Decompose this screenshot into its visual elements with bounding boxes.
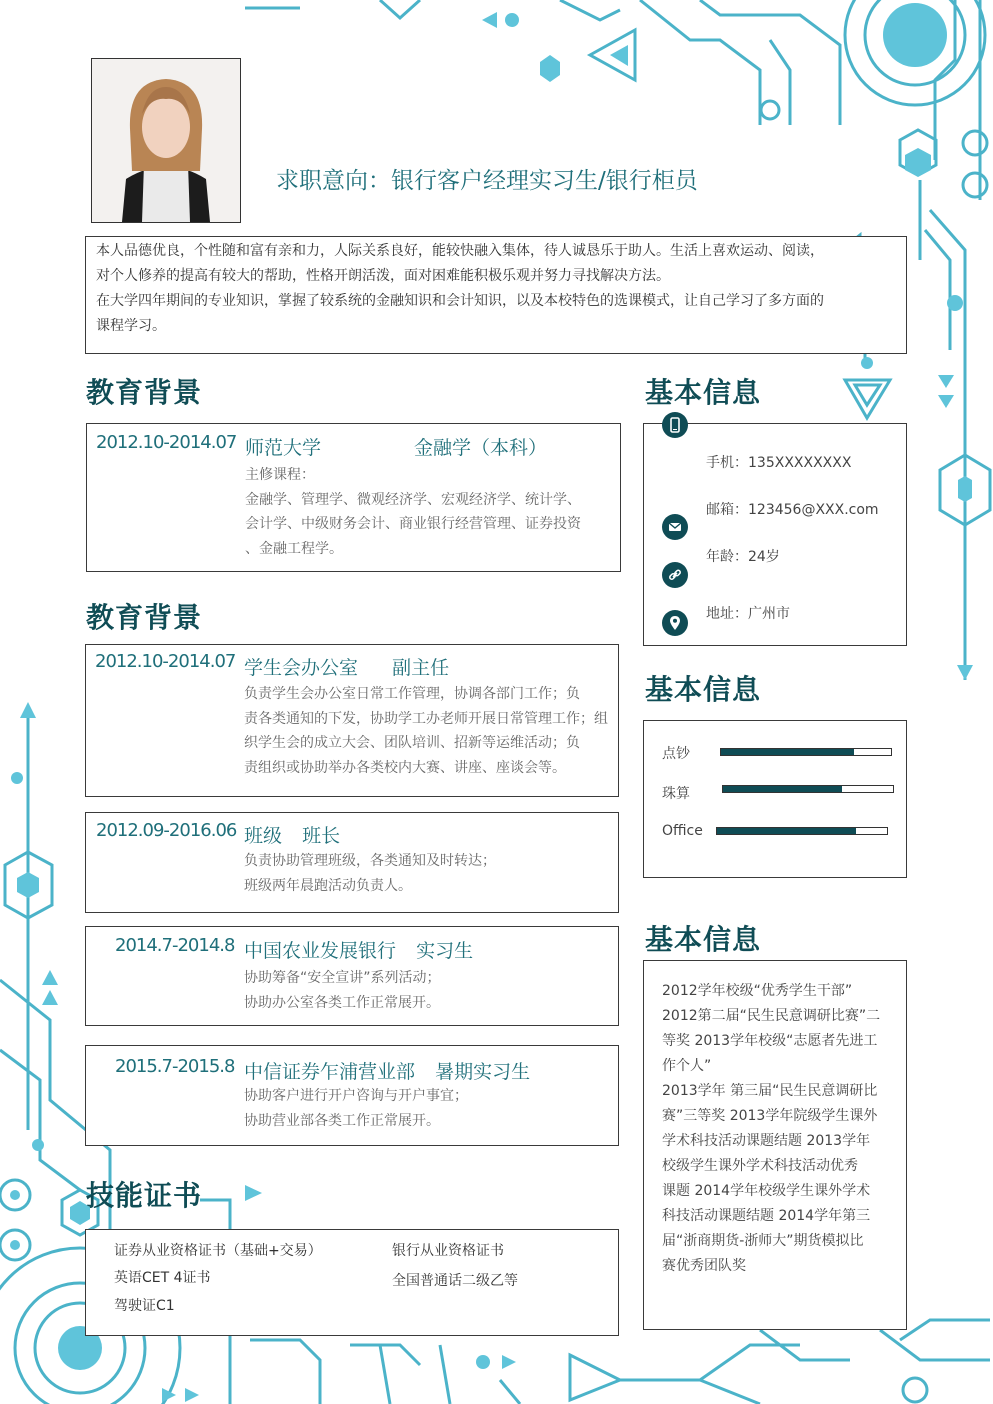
intro-line: 课程学习。	[96, 318, 166, 334]
honor-line: 学术科技活动课题结题 2013学年	[662, 1133, 871, 1149]
honor-line: 等奖 2013学年校级“志愿者先进工	[662, 1033, 878, 1049]
skills-title: 基本信息	[645, 673, 762, 706]
certificate-item: 驾驶证C1	[114, 1298, 175, 1314]
experience-heading	[244, 653, 449, 680]
experience-desc	[244, 849, 496, 898]
major-name: 金融学（本科）	[414, 437, 548, 459]
school-name: 师范大学	[245, 437, 322, 459]
certificate-item: 全国普通话二级乙等	[392, 1273, 518, 1289]
honor-line: 赛优秀团队奖	[662, 1258, 746, 1274]
experience-date: 2015.7-2015.8	[115, 1056, 235, 1077]
desc-line: 责各类通知的下发，协助学工办老师开展日常管理工作；组	[244, 710, 608, 727]
skill-name: 点钞	[662, 746, 690, 762]
honor-line: 作个人”	[662, 1058, 712, 1074]
experience-role: 副主任	[392, 657, 450, 679]
experience-heading	[244, 1057, 530, 1084]
experience-item	[85, 644, 619, 797]
desc-line: 协助客户进行开户咨询与开户事宜；	[244, 1088, 468, 1104]
location-icon	[662, 610, 688, 636]
experience-item	[85, 812, 619, 913]
desc-line: 协助营业部各类工作正常展开。	[244, 1112, 440, 1129]
phone-icon	[662, 412, 688, 438]
honor-line: 科技活动课题结题 2014学年第三	[662, 1208, 871, 1224]
experience-item	[85, 1045, 619, 1146]
courses-line: 、金融工程学。	[245, 540, 343, 557]
intro-line: 本人品德优良，个性随和富有亲和力，人际关系良好，能较快融入集体，待人诚恳乐于助人。生活上喜欢运动、阅读，	[96, 243, 824, 259]
intro-line: 对个人修养的提高有较大的帮助，性格开朗活泼，面对困难能积极乐观并努力寻找解决方法。	[96, 268, 670, 284]
desc-line: 责组织或协助举办各类校内大赛、讲座、座谈会等。	[244, 759, 566, 776]
skill-bar-fill	[723, 786, 842, 792]
skill-bar	[716, 827, 888, 835]
experience-org: 班级	[244, 825, 283, 847]
skill-bar-fill	[721, 749, 854, 755]
portrait-image	[92, 59, 240, 222]
certificate-item: 银行从业资格证书	[392, 1243, 504, 1259]
link-icon	[662, 562, 688, 588]
honor-line: 课题 2014学年校级学生课外学术	[662, 1183, 871, 1199]
phone-row	[706, 452, 851, 472]
email-value: 123456@XXX.com	[748, 502, 879, 518]
certificates-box	[85, 1229, 619, 1336]
age-label: 年龄：	[706, 549, 748, 565]
address-row	[706, 603, 790, 623]
experience-item	[85, 926, 619, 1026]
experience-org: 中国农业发展银行	[244, 940, 397, 962]
experience-date: 2014.7-2014.8	[115, 935, 235, 956]
experience-org: 学生会办公室	[244, 657, 359, 679]
experience-desc	[244, 966, 441, 1015]
honor-line: 届“浙商期货-浙师大”期货模拟比	[662, 1233, 864, 1249]
education-date: 2012.10-2014.07	[96, 432, 237, 453]
skill-bar	[720, 748, 892, 756]
education-title: 教育背景	[86, 376, 203, 409]
courses-line: 金融学、管理学、微观经济学、宏观经济学、统计学、	[245, 491, 581, 508]
courses	[245, 463, 581, 561]
self-introduction-box	[85, 236, 907, 354]
experience-heading	[244, 936, 473, 963]
experience-role: 班长	[302, 825, 341, 847]
honors-box	[643, 960, 907, 1330]
email-icon	[662, 514, 688, 540]
certificate-item: 英语CET 4证书	[114, 1270, 211, 1286]
experience-date: 2012.10-2014.07	[95, 651, 236, 672]
profile-photo	[91, 58, 241, 223]
honor-line: 2012学年校级“优秀学生干部”	[662, 983, 853, 999]
skill-name: Office	[662, 823, 703, 839]
address-label: 地址：	[706, 606, 748, 622]
honor-line: 赛”三等奖 2013学年院级学生课外	[662, 1108, 878, 1124]
skills-box	[643, 720, 907, 878]
honors-list	[662, 979, 892, 1279]
job-objective: 求职意向：银行客户经理实习生/银行柜员	[276, 168, 698, 194]
phone-label: 手机：	[706, 455, 748, 471]
experience-title: 教育背景	[86, 601, 203, 634]
experience-heading	[244, 821, 340, 848]
desc-line: 负责学生会办公室日常工作管理，协调各部门工作；负	[244, 686, 580, 702]
desc-line: 协助办公室各类工作正常展开。	[244, 994, 440, 1011]
desc-line: 负责协助管理班级，各类通知及时转达；	[244, 853, 496, 869]
experience-desc	[244, 1084, 468, 1133]
experience-org: 中信证券乍浦营业部	[244, 1061, 416, 1083]
phone-value: 135XXXXXXXX	[748, 455, 852, 471]
education-box	[86, 423, 621, 572]
email-row	[706, 499, 879, 519]
courses-label: 主修课程：	[245, 467, 315, 483]
honor-line: 2013学年 第三届“民生民意调研比	[662, 1083, 878, 1099]
age-value: 24岁	[748, 549, 780, 565]
skill-bar	[722, 785, 894, 793]
experience-role: 暑期实习生	[435, 1061, 531, 1083]
honor-line: 校级学生课外学术科技活动优秀	[662, 1158, 858, 1174]
basic-info-title: 基本信息	[645, 376, 762, 409]
desc-line: 协助筹备“安全宣讲”系列活动；	[244, 970, 441, 986]
honors-title: 基本信息	[645, 923, 762, 956]
desc-line: 织学生会的成立大会、团队培训、招新等运维活动；负	[244, 735, 580, 751]
basic-info-box	[643, 423, 907, 646]
email-label: 邮箱：	[706, 502, 748, 518]
experience-role: 实习生	[416, 940, 474, 962]
courses-line: 会计学、中级财务会计、商业银行经营管理、证券投资	[245, 516, 581, 532]
address-value: 广州市	[748, 606, 790, 622]
experience-date: 2012.09-2016.06	[96, 820, 237, 841]
skill-name: 珠算	[662, 786, 690, 802]
desc-line: 班级两年晨跑活动负责人。	[244, 877, 412, 894]
certificate-item: 证券从业资格证书（基础+交易）	[114, 1243, 322, 1259]
honor-line: 2012第二届“民生民意调研比赛”二	[662, 1008, 881, 1024]
certificates-title: 技能证书	[86, 1179, 203, 1212]
age-row	[706, 546, 780, 566]
skill-bar-fill	[717, 828, 856, 834]
intro-line: 在大学四年期间的专业知识，掌握了较系统的金融知识和会计知识，以及本校特色的选课模式，让自己学习了多方面的	[96, 293, 824, 309]
experience-desc	[244, 682, 608, 780]
